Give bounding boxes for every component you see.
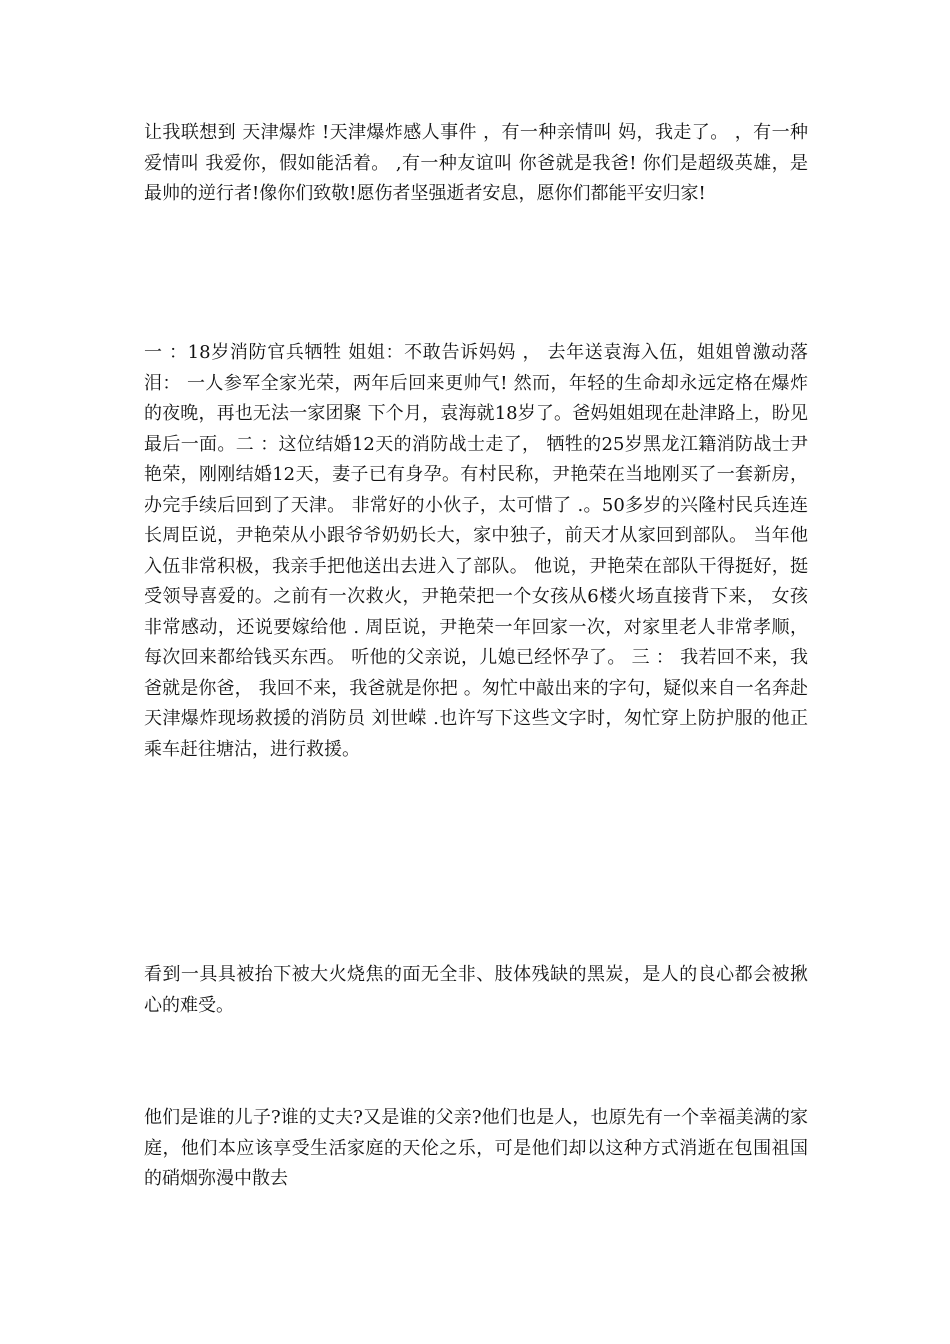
paragraph-reflection: 看到一具具被抬下被大火烧焦的面无全非、肢体残缺的黑炭，是人的良心都会被揪心的难受。 [144,964,808,1016]
paragraph-intro: 让我联想到 天津爆炸 !天津爆炸感人事件 ，有一种亲情叫 妈，我走了。 ，有一种爱情叫 我爱你，假如能活着。 ,有一种友谊叫 你爸就是我爸! 你们是超级英雄，是最帅的逆行者!像你们致敬!愿伤者坚强逝者安息，愿你们都能平安归家! [144,122,808,204]
paragraph-closing: 他们是谁的儿子?谁的丈夫?又是谁的父亲?他们也是人，也原先有一个幸福美满的家庭，他们本应该享受生活家庭的天伦之乐，可是他们却以这种方式消逝在包围祖国的硝烟弥漫中散去 [144,1107,808,1189]
paragraph-stories: 一 ：18岁消防官兵牺牲 姐姐：不敢告诉妈妈 ， 去年送袁海入伍，姐姐曾激动落泪： 一人参军全家光荣，两年后回来更帅气! 然而，年轻的生命却永远定格在爆炸的夜晚，再也无法一家团聚 下个月，袁海就18岁了。爸妈姐姐现在赴津路上，盼见最后一面。二 ：这位结婚12天的消防战士走了， 牺牲的25岁黑龙江籍消防战士尹艳荣，刚刚结婚12天，妻子已有身孕。有村民称，尹艳荣在当地刚买了一套新房，办完手续后回到了天津。 非常好的小伙子，太可惜了 .。50多岁的兴隆村民兵连连长周臣说，尹艳荣从小跟爷爷奶奶长大，家中独子，前天才从家回到部队。 当年他入伍非常积极，我亲手把他送出去进入了部队。 他说，尹艳荣在部队干得挺好，挺受领导喜爱的。之前有一次救火，尹艳荣把一个女孩从6楼火场直接背下来， 女孩非常感动，还说要嫁给他 . 周臣说，尹艳荣一年回家一次，对家里老人非常孝顺，每次回来都给钱买东西。 听他的父亲说，儿媳已经怀孕了。 三 ： 我若回不来，我爸就是你爸， 我回不来，我爸就是你把 。匆忙中敲出来的字句，疑似来自一名奔赴天津爆炸现场救援的消防员 刘世嵘 .也许写下这些文字时，匆忙穿上防护服的他正乘车赶往塘沽，进行救援。 [144,342,808,760]
